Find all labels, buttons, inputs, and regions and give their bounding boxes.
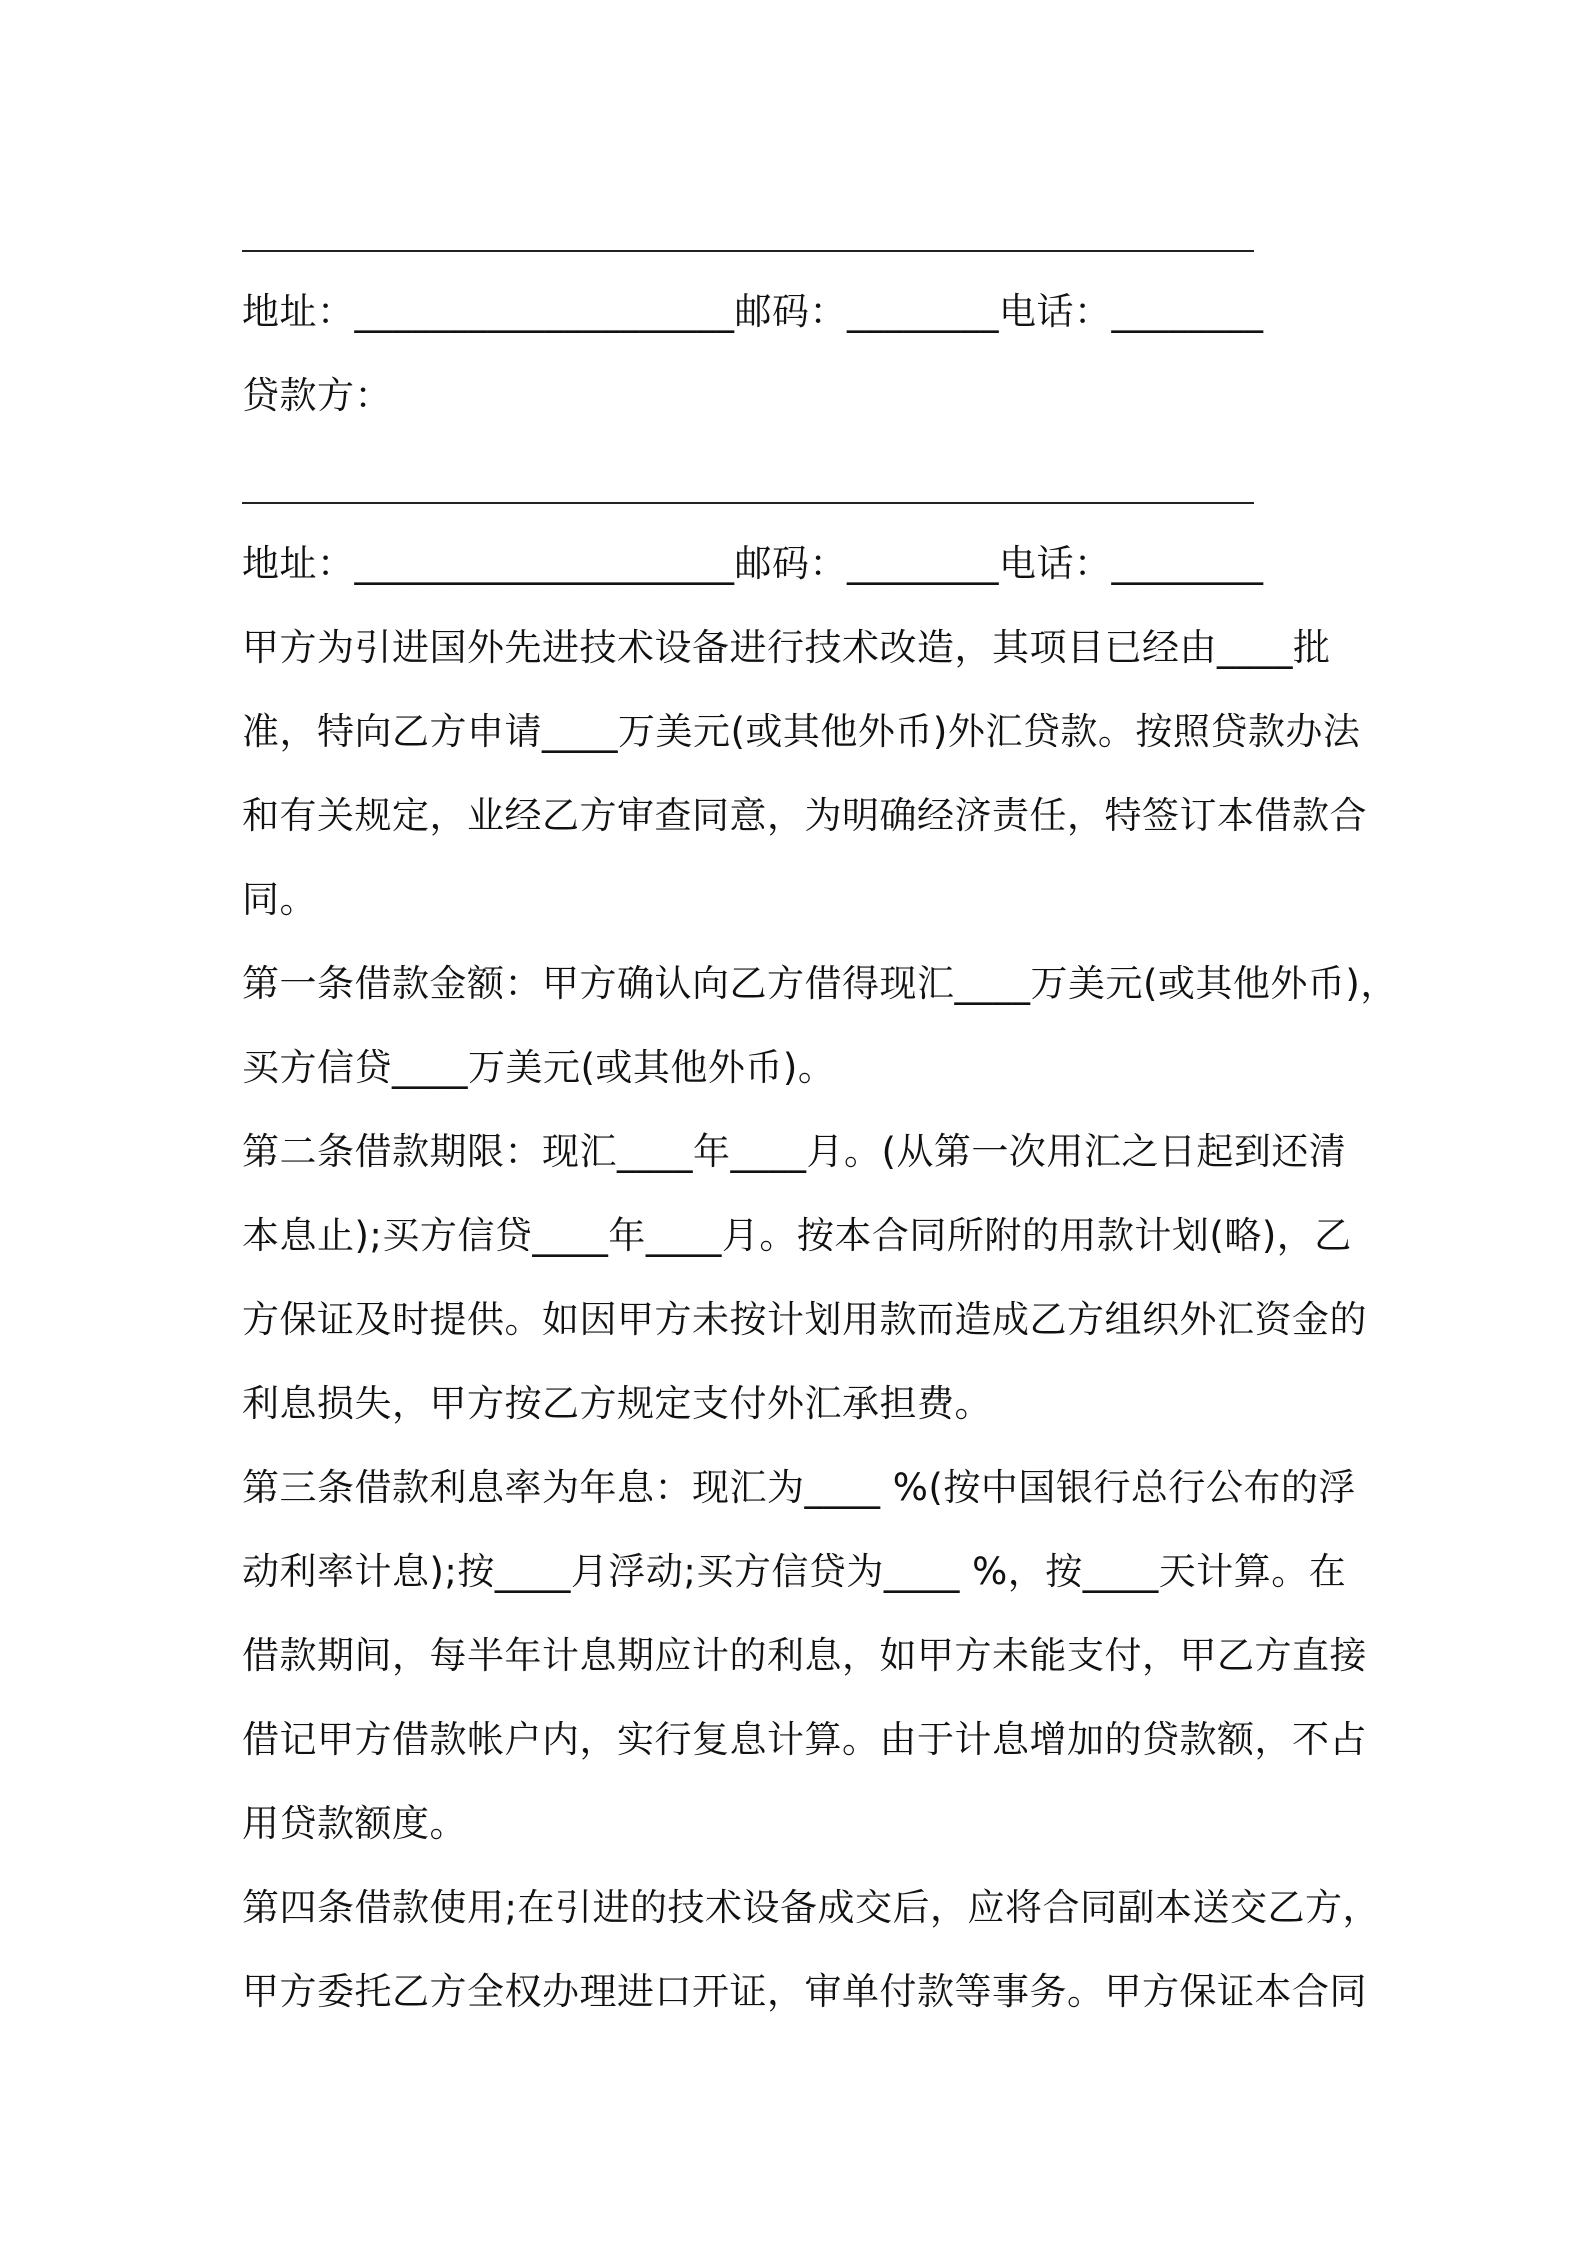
article-3-line-3: 借款期间，每半年计息期应计的利息，如甲方未能支付，甲乙方直接 <box>242 1634 1367 1677</box>
lender-address-line: 地址：____________________邮码：________电话：________ <box>242 542 1264 585</box>
signature-rule-lender <box>242 502 1254 504</box>
article-3-line-1: 第三条借款利息率为年息：现汇为____ %(按中国银行总行公布的浮 <box>242 1466 1356 1509</box>
article-3-line-2: 动利率计息);按____月浮动;买方信贷为____ %，按____天计算。在 <box>242 1550 1347 1593</box>
preamble-line-4: 同。 <box>242 878 317 921</box>
preamble-line-2: 准，特向乙方申请____万美元(或其他外币)外汇贷款。按照贷款办法 <box>242 710 1361 753</box>
lender-label: 贷款方： <box>242 374 392 417</box>
article-3-line-5: 用贷款额度。 <box>242 1802 467 1845</box>
article-1-line-1: 第一条借款金额：甲方确认向乙方借得现汇____万美元(或其他外币)， <box>242 962 1398 1005</box>
article-3-line-4: 借记甲方借款帐户内，实行复息计算。由于计息增加的贷款额，不占 <box>242 1718 1367 1761</box>
preamble-line-3: 和有关规定，业经乙方审查同意，为明确经济责任，特签订本借款合 <box>242 794 1367 837</box>
article-4-line-1: 第四条借款使用;在引进的技术设备成交后，应将合同副本送交乙方， <box>242 1886 1380 1929</box>
article-2-line-3: 方保证及时提供。如因甲方未按计划用款而造成乙方组织外汇资金的 <box>242 1298 1367 1341</box>
article-2-line-1: 第二条借款期限：现汇____年____月。(从第一次用汇之日起到还清 <box>242 1130 1347 1173</box>
article-2-line-4: 利息损失，甲方按乙方规定支付外汇承担费。 <box>242 1382 992 1425</box>
article-1-line-2: 买方信贷____万美元(或其他外币)。 <box>242 1046 836 1089</box>
article-4-line-2: 甲方委托乙方全权办理进口开证，审单付款等事务。甲方保证本合同 <box>242 1970 1367 2013</box>
borrower-address-line: 地址：____________________邮码：________电话：________ <box>242 290 1264 333</box>
preamble-line-1: 甲方为引进国外先进技术设备进行技术改造，其项目已经由____批 <box>242 626 1331 669</box>
article-2-line-2: 本息止);买方信贷____年____月。按本合同所附的用款计划(略)，乙 <box>242 1214 1352 1257</box>
signature-rule-borrower <box>242 250 1254 252</box>
